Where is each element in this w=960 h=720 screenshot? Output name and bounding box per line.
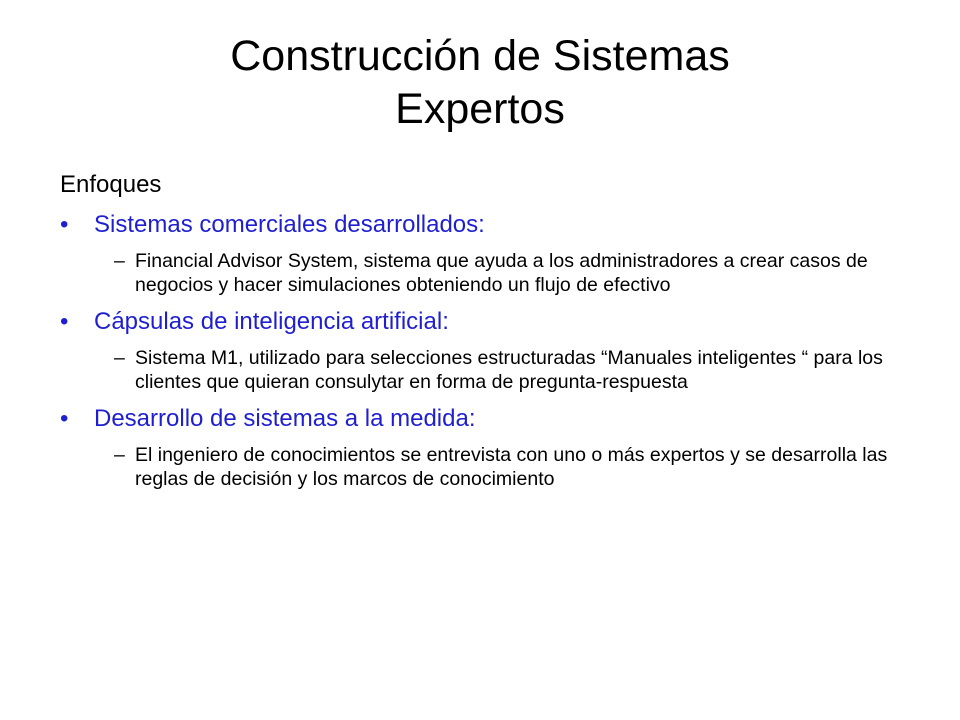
slide-title-line-1: Construcción de Sistemas bbox=[230, 32, 730, 80]
bullet-heading: Cápsulas de inteligencia artificial: bbox=[94, 308, 449, 335]
dash-icon: – bbox=[114, 444, 125, 466]
sub-bullet-item bbox=[114, 250, 920, 297]
bullet-heading: Sistemas comerciales desarrollados: bbox=[94, 211, 485, 238]
bullet-item bbox=[60, 210, 920, 240]
sub-bullet-item bbox=[114, 347, 920, 394]
bullet-icon: • bbox=[60, 211, 69, 238]
dash-icon: – bbox=[114, 347, 125, 369]
sub-bullet-text: Financial Advisor System, sistema que ayuda a los administradores a crear casos de negocios y hacer simulaciones obteniendo un flujo de efectivo bbox=[135, 250, 868, 296]
section-ai-capsules bbox=[60, 307, 920, 394]
slide-title bbox=[0, 30, 960, 136]
bullet-heading: Desarrollo de sistemas a la medida: bbox=[94, 405, 476, 432]
bullet-icon: • bbox=[60, 405, 69, 432]
sub-bullet-text: El ingeniero de conocimientos se entrevista con uno o más expertos y se desarrolla las reglas de decisión y los marcos de conocimiento bbox=[135, 444, 888, 490]
sub-bullet-text: Sistema M1, utilizado para selecciones estructuradas “Manuales inteligentes “ para los clientes que quieran consulytar en forma de pregunta-respuesta bbox=[135, 347, 883, 393]
slide-body bbox=[60, 170, 920, 501]
bullet-icon: • bbox=[60, 308, 69, 335]
slide-title-line-2: Expertos bbox=[395, 85, 565, 133]
sub-bullet-item bbox=[114, 444, 920, 491]
dash-icon: – bbox=[114, 250, 125, 272]
bullet-item bbox=[60, 307, 920, 337]
section-custom-systems bbox=[60, 404, 920, 491]
section-commercial-systems bbox=[60, 210, 920, 297]
bullet-item bbox=[60, 404, 920, 434]
intro-heading: Enfoques bbox=[60, 171, 162, 198]
